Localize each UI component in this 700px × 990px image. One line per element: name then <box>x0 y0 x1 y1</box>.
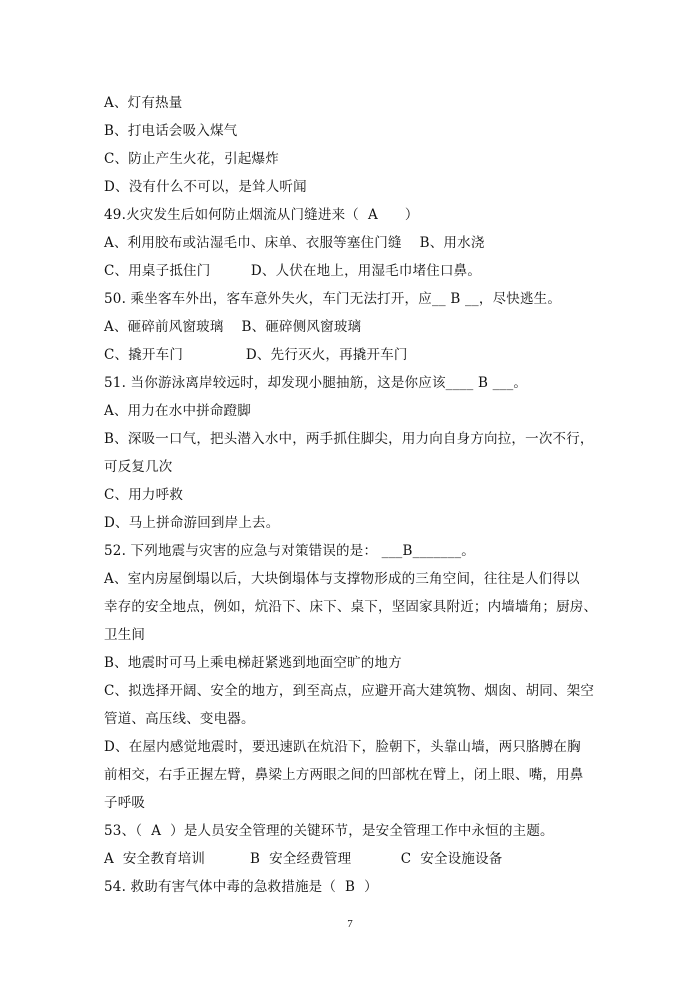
option-line: A、砸碎前风窗玻璃 B、砸碎侧风窗玻璃 <box>104 319 362 335</box>
option-line: C、用力呼救 <box>104 487 184 503</box>
option-line: D、没有什么不可以，是耸人听闻 <box>104 179 307 195</box>
question-49: 49.火灾发生后如何防止烟流从门缝进来（ A ） <box>104 207 419 223</box>
option-line: B、深吸一口气，把头潜入水中，两手抓住脚尖，用力向自身方向拉，一次不行， <box>104 431 594 447</box>
option-line: C、防止产生火花，引起爆炸 <box>104 151 279 167</box>
option-line: D、马上拼命游回到岸上去。 <box>104 515 280 531</box>
option-line: 可反复几次 <box>104 459 173 475</box>
option-line: A、室内房屋倒塌以后，大块倒塌体与支撑物形成的三角空间，往往是人们得以 <box>104 571 580 587</box>
page-number: 7 <box>347 918 353 930</box>
option-line: C、用桌子抵住门 D、人伏在地上，用湿毛巾堵住口鼻。 <box>104 263 482 279</box>
option-line: C、拟选择开阔、安全的地方，到至高点，应避开高大建筑物、烟囱、胡同、架空 <box>104 683 595 699</box>
option-line: A 安全教育培训 B 安全经费管理 C 安全设施设备 <box>104 851 503 867</box>
question-53: 53、（ A ）是人员安全管理的关键环节，是安全管理工作中永恒的主题。 <box>104 823 554 839</box>
option-line: B、地震时可马上乘电梯赶紧逃到地面空旷的地方 <box>104 655 402 671</box>
question-50: 50. 乘坐客车外出，客车意外失火，车门无法打开，应__ B __，尽快逃生。 <box>104 291 562 307</box>
option-line: B、打电话会吸入煤气 <box>104 123 238 139</box>
option-line: 幸存的安全地点，例如，炕沿下、床下、桌下，坚固家具附近；内墙墙角；厨房、 <box>104 599 598 615</box>
question-54: 54. 救助有害气体中毒的急救措施是（ B ） <box>104 879 378 895</box>
question-51: 51. 当你游泳离岸较远时，却发现小腿抽筋，这是你应该____ B ___。 <box>104 375 528 391</box>
option-line: 前相交，右手正握左臂，鼻梁上方两眼之间的凹部枕在臂上，闭上眼、嘴，用鼻 <box>104 767 584 783</box>
question-52: 52. 下列地震与灾害的应急与对策错误的是： ___B_______。 <box>104 543 475 559</box>
option-line: A、灯有热量 <box>104 95 183 111</box>
option-line: C、撬开车门 D、先行灭火，再撬开车门 <box>104 347 408 363</box>
option-line: 卫生间 <box>104 627 146 643</box>
option-line: D、在屋内感觉地震时，要迅速趴在炕沿下，脸朝下，头靠山墙，两只胳膊在胸 <box>104 739 581 755</box>
option-line: 子呼吸 <box>104 795 146 811</box>
option-line: 管道、高压线、变电器。 <box>104 711 255 727</box>
option-line: A、用力在水中拼命蹬脚 <box>104 403 251 419</box>
option-line: A、利用胶布或沾湿毛巾、床单、衣服等塞住门缝 B、用水浇 <box>104 235 485 251</box>
